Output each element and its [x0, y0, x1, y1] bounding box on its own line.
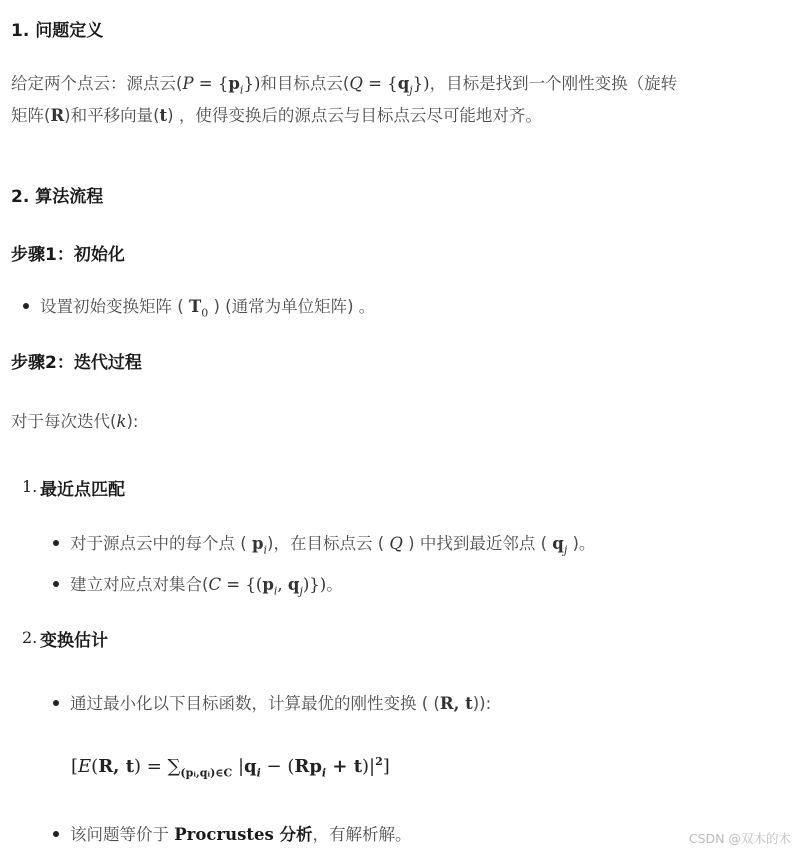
text: 矩阵(	[11, 106, 51, 125]
text: 给定两个点云：源点云(	[11, 74, 183, 93]
math: [	[71, 756, 79, 777]
math-sub: j	[409, 83, 413, 97]
step1-bullet	[40, 293, 375, 319]
step2-heading: 步骤2：迭代过程	[11, 353, 142, 373]
math-R: R	[50, 106, 65, 125]
text: ):	[126, 412, 139, 431]
text: 对于源点云中的每个点 (	[70, 534, 252, 553]
math-C: C	[208, 575, 222, 594]
section-heading-algorithm-flow: 2. 算法流程	[11, 187, 104, 207]
math-R-t: R, t	[439, 694, 473, 713]
math: })	[412, 74, 430, 93]
bullet-dot	[23, 303, 29, 309]
bullet-dot	[53, 581, 59, 587]
text: ) (通常为单位矩阵) 。	[208, 297, 376, 316]
procrustes-text: Procrustes	[174, 825, 274, 844]
math-sum-sub: (pᵢ,qᵢ)∈C	[180, 766, 233, 780]
text: )和平移向量(	[64, 106, 160, 125]
math-p: p	[262, 575, 274, 594]
text: )):	[472, 694, 492, 713]
math-Q: Q	[389, 534, 403, 553]
text: 。	[326, 575, 343, 594]
math-q: q	[244, 756, 257, 777]
list-number: 1.	[22, 477, 38, 496]
math: ,	[277, 575, 288, 594]
text: )，在目标点云 (	[267, 534, 390, 553]
watermark: CSDN @双木的木	[688, 831, 791, 846]
math-sup: 2	[375, 755, 383, 768]
math-p: p	[251, 534, 264, 553]
problem-line-2	[11, 100, 542, 132]
math-T: T	[188, 297, 202, 316]
step1-heading: 步骤1：初始化	[11, 245, 125, 265]
text: ) 中找到最近邻点 (	[402, 534, 553, 553]
math-p: p	[228, 74, 240, 93]
text: 对于每次迭代(	[11, 412, 117, 431]
text: ) ，使得变换后的源点云与目标点云尽可能地对齐。	[167, 106, 542, 125]
math: = {(	[221, 575, 263, 594]
item2-bullet-2	[70, 821, 412, 845]
math: )|	[362, 756, 376, 777]
math-sub: i	[273, 584, 278, 598]
item2-title: 变换估计	[40, 631, 108, 651]
math-sub: i	[239, 83, 244, 97]
math: = {	[362, 74, 398, 93]
text: 分析	[273, 825, 313, 844]
item1-bullet-2	[70, 571, 343, 597]
text: 和目标点云(	[260, 74, 350, 93]
text: )。	[567, 534, 596, 553]
text: 设置初始变换矩阵 (	[40, 297, 189, 316]
list-number: 2.	[22, 628, 38, 647]
math-sub: i	[263, 543, 268, 557]
math: − (	[260, 756, 295, 777]
text: 建立对应点对集合(	[70, 575, 209, 594]
math-q: q	[552, 534, 564, 553]
math-sub: 0	[201, 306, 209, 320]
section-heading-problem-definition: 1. 问题定义	[11, 21, 104, 41]
math-P: P	[182, 74, 194, 93]
math-sum: ) = ∑	[134, 756, 181, 777]
text: 通过最小化以下目标函数，计算最优的刚性变换 ( (	[70, 694, 440, 713]
bullet-dot	[53, 831, 59, 837]
math-sub: j	[299, 584, 303, 598]
math-q: q	[397, 74, 410, 93]
math-E: E	[78, 756, 92, 777]
text: ，有解析解。	[312, 825, 412, 844]
bullet-dot	[53, 700, 59, 706]
math-sub: j	[563, 543, 568, 557]
math-Q: Q	[349, 74, 363, 93]
math-t: t	[159, 106, 168, 125]
math-t: + t	[326, 756, 363, 777]
item2-bullet-1	[70, 690, 491, 714]
math: )})	[302, 575, 327, 594]
text: ，目标是找到一个刚性变换（旋转	[429, 74, 678, 93]
math-k: k	[116, 412, 127, 431]
math: ]	[382, 756, 390, 777]
math: (	[91, 756, 99, 777]
math-q: q	[287, 575, 300, 594]
math-R-t: R, t	[98, 756, 135, 777]
step2-intro	[11, 406, 138, 438]
math: })	[243, 74, 261, 93]
objective-formula	[71, 755, 390, 780]
math-sub: i	[256, 766, 261, 780]
item1-title: 最近点匹配	[40, 480, 125, 500]
item1-bullet-1	[70, 530, 595, 556]
bullet-dot	[53, 540, 59, 546]
math: = {	[193, 74, 229, 93]
math: |	[232, 756, 245, 777]
math-Rp: Rp	[294, 756, 322, 777]
math-sub: i	[321, 766, 327, 780]
text: 该问题等价于	[70, 825, 175, 844]
